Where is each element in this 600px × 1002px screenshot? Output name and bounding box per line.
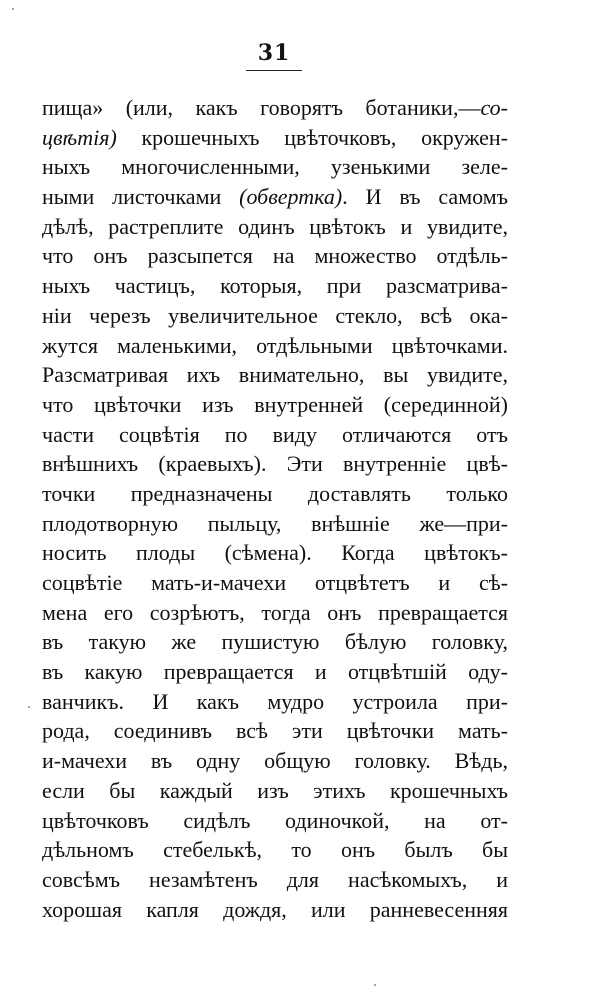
- text-line: [42, 687, 508, 717]
- text-line: [42, 835, 508, 865]
- text-segment: что онъ разсыпется на множество отдѣль-: [42, 243, 508, 269]
- text-line: [42, 241, 508, 271]
- text-line: [42, 212, 508, 242]
- text-segment: хорошая капля дождя, или ранневесенняя: [42, 896, 508, 922]
- text-line: [42, 360, 508, 390]
- text-segment: внѣшнихъ (краевыхъ). Эти внутренніе цвѣ-: [42, 451, 508, 477]
- italic-text: цвѣтія): [42, 124, 117, 150]
- text-line: [42, 509, 508, 539]
- text-segment: части соцвѣтія по виду отличаются отъ: [42, 421, 508, 447]
- scan-speck: [374, 984, 376, 986]
- scan-speck: [12, 8, 14, 10]
- text-segment: дѣльномъ стебелькѣ, то онъ былъ бы: [42, 837, 508, 863]
- text-segment: Разсматривая ихъ внимательно, вы увидите,: [42, 362, 508, 388]
- text-segment: плодотворную пыльцу, внѣшніе же—при-: [42, 510, 508, 536]
- text-segment: дѣлѣ, растреплите одинъ цвѣтокъ и увидите,: [42, 213, 508, 239]
- page-number-rule: [246, 70, 302, 71]
- text-line: [42, 568, 508, 598]
- text-segment: жутся маленькими, отдѣльными цвѣточками.: [42, 332, 508, 358]
- text-segment: ными листочками: [42, 184, 240, 210]
- text-line: [42, 152, 508, 182]
- text-line: [42, 420, 508, 450]
- text-line: [42, 182, 508, 212]
- body-text: [42, 93, 508, 924]
- text-segment: въ какую превращается и отцвѣтшій оду-: [42, 659, 508, 685]
- text-segment: совсѣмъ незамѣтенъ для насѣкомыхъ, и: [42, 866, 508, 892]
- text-segment: ныхъ многочисленными, узенькими зеле-: [42, 154, 508, 180]
- text-line: [42, 895, 508, 925]
- text-segment: цвѣточковъ сидѣлъ одиночкой, на от-: [42, 807, 508, 833]
- text-line: [42, 271, 508, 301]
- text-line: [42, 301, 508, 331]
- text-segment: ныхъ частицъ, которыя, при разсматрива-: [42, 273, 508, 299]
- text-segment: крошечныхъ цвѣточковъ, окружен-: [116, 124, 508, 150]
- text-line: [42, 331, 508, 361]
- text-line: [42, 657, 508, 687]
- italic-text: со-: [480, 95, 508, 120]
- text-segment: если бы каждый изъ этихъ крошечныхъ: [42, 777, 508, 803]
- text-segment: пища» (или, какъ говорятъ ботаники,—: [42, 95, 481, 120]
- text-line: [42, 627, 508, 657]
- text-line: [42, 806, 508, 836]
- text-segment: . И въ самомъ: [342, 184, 508, 210]
- text-segment: ванчикъ. И какъ мудро устроила при-: [42, 688, 508, 714]
- text-segment: носить плоды (сѣмена). Когда цвѣтокъ-: [42, 540, 508, 566]
- scan-speck: [28, 706, 30, 708]
- italic-text: (обвертка): [239, 184, 343, 210]
- text-segment: соцвѣтіе мать-и-мачехи отцвѣтетъ и сѣ-: [42, 570, 508, 595]
- text-segment: что цвѣточки изъ внутренней (серединной): [42, 391, 508, 417]
- text-line: [42, 479, 508, 509]
- text-segment: рода, соединивъ всѣ эти цвѣточки мать-: [42, 718, 508, 744]
- text-segment: точки предназначены доставлять только: [42, 480, 508, 506]
- text-line: [42, 865, 508, 895]
- text-line: [42, 93, 508, 123]
- text-line: [42, 390, 508, 420]
- text-line: [42, 716, 508, 746]
- text-line: [42, 776, 508, 806]
- text-line: [42, 746, 508, 776]
- text-segment: ніи черезъ увеличительное стекло, всѣ ока-: [42, 302, 508, 328]
- text-line: [42, 598, 508, 628]
- text-segment: и-мачехи въ одну общую головку. Вѣдь,: [42, 748, 508, 774]
- page-number: 31: [257, 40, 291, 66]
- text-segment: мена его созрѣютъ, тогда онъ превращается: [42, 599, 508, 625]
- text-line: [42, 538, 508, 568]
- text-segment: въ такую же пушистую бѣлую головку,: [42, 629, 508, 655]
- text-line: [42, 449, 508, 479]
- text-line: [42, 123, 508, 153]
